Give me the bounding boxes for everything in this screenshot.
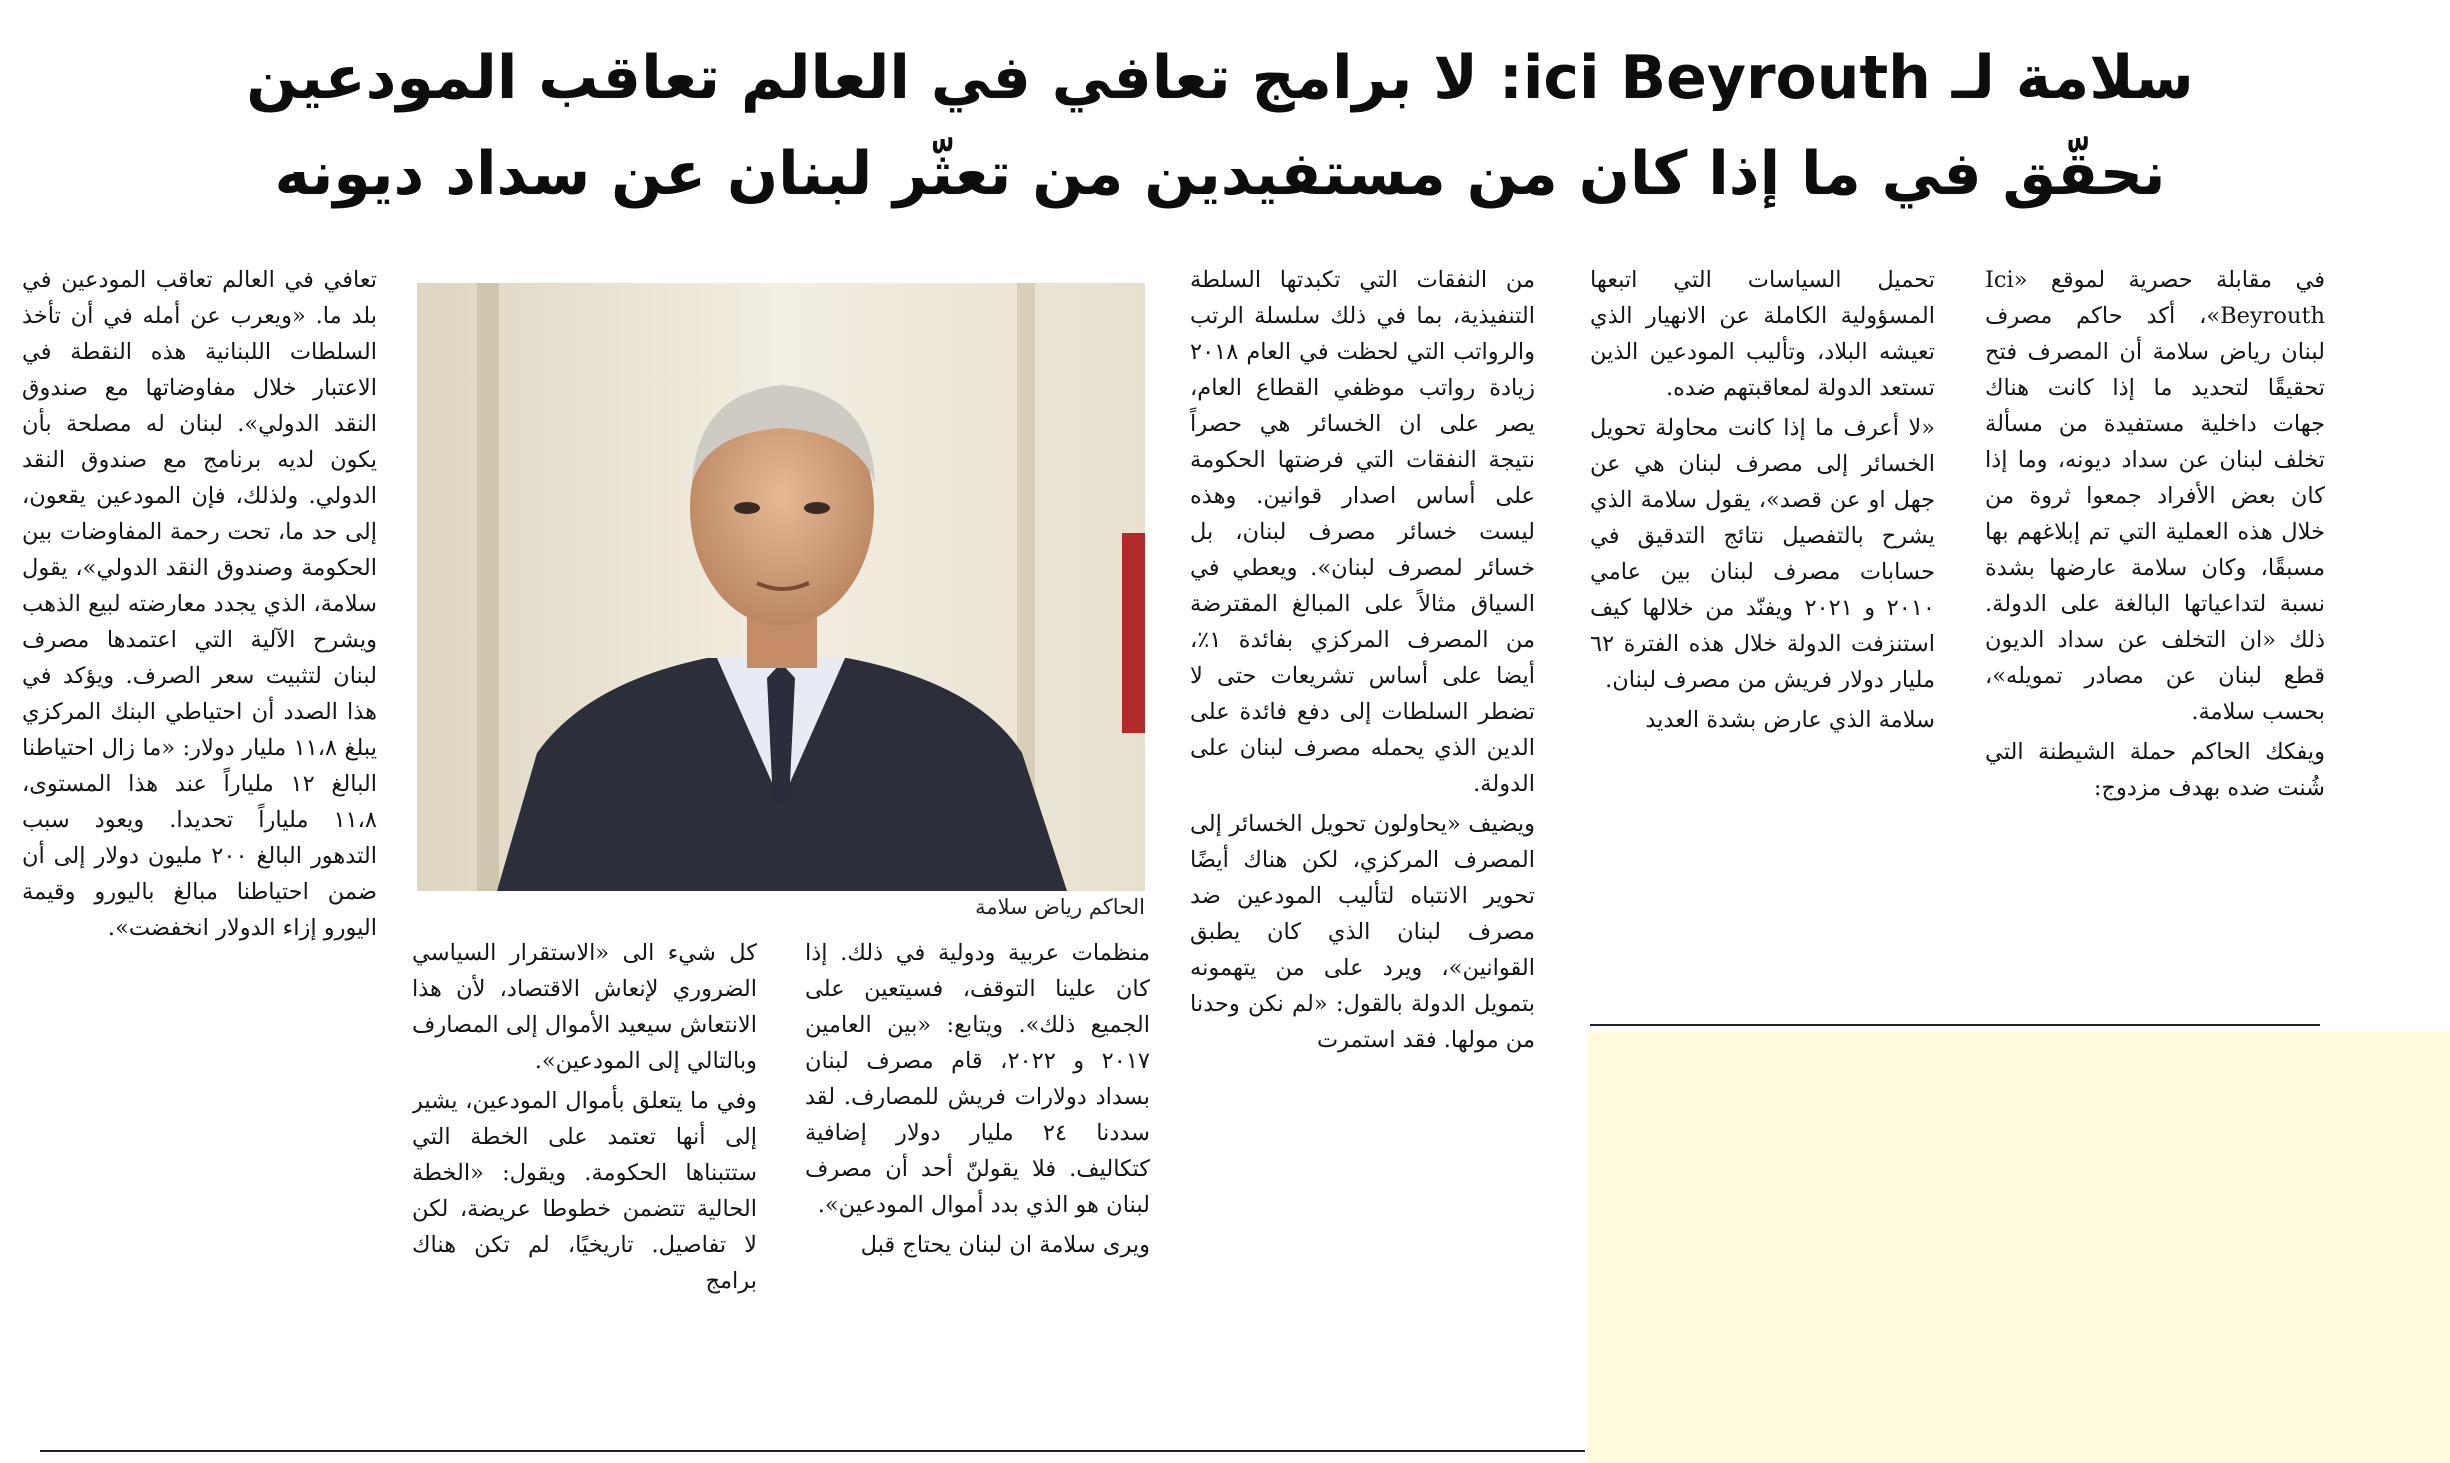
article-column-2 xyxy=(1590,262,1935,1022)
paragraph: تعافي في العالم تعاقب المودعين في بلد ما. «ويعرب عن أمله في أن تأخذ السلطات اللبنانية هذه النقطة في الاعتبار خلال مفاوضاتها مع صندوق النقد الدولي». لبنان له مصلحة بأن يكون لديه برنامج مع صندوق النقد الدولي. ولذلك، فإن المودعين يقعون، إلى حد ما، تحت رحمة المفاوضات بين الحكومة وصندوق النقد الدولي»، يقول سلامة، الذي يجدد معارضته لبيع الذهب ويشرح الآلية التي اعتمدها مصرف لبنان لتثبيت سعر الصرف. ويؤكد في هذا الصدد أن احتياطي البنك المركزي يبلغ ١١،٨ مليار دولار: «ما زال احتياطنا البالغ ١٢ ملياراً عند هذا المستوى، ١١،٨ ملياراً تحديدا. ويعود سبب التدهور البالغ ٢٠٠ مليون دولار إلى أن ضمن احتياطنا مبالغ باليورو وقيمة اليورو إزاء الدولار انخفضت». xyxy=(22,267,377,941)
article-column-3 xyxy=(1190,262,1535,1412)
paragraph: منظمات عربية ودولية في ذلك. إذا كان علينا التوقف، فسيتعين على الجميع ذلك». ويتابع: «بين العامين ٢٠١٧ و ٢٠٢٢، قام مصرف لبنان بسداد دولارات فريش للمصارف. لقد سددنا ٢٤ مليار دولار إضافية كتكاليف. فلا يقولنّ أحد أن مصرف لبنان هو الذي بدد أموال المودعين». xyxy=(805,940,1150,1218)
paragraph: ويرى سلامة ان لبنان يحتاج قبل xyxy=(860,1232,1150,1258)
portrait-photo xyxy=(417,283,1145,891)
article-column-1 xyxy=(1985,262,2325,1022)
article-column-6 xyxy=(22,262,377,1432)
bottom-rule xyxy=(40,1450,1585,1452)
article-column-5 xyxy=(412,935,757,1415)
paragraph: ويفكك الحاكم حملة الشيطنة التي شُنت ضده بهدف مزدوج: xyxy=(1985,739,2325,801)
paragraph: كل شيء الى «الاستقرار السياسي الضروري لإنعاش الاقتصاد، لأن هذا الانتعاش سيعيد الأموال إلى المصارف وبالتالي إلى المودعين». xyxy=(412,940,757,1074)
paragraph: في مقابلة حصرية لموقع «Ici Beyrouth»، أكد حاكم مصرف لبنان رياض سلامة أن المصرف فتح تحقيقًا لتحديد ما إذا كانت هناك جهات داخلية مستفيدة من مسألة تخلف لبنان عن سداد ديونه، وما إذا كان بعض الأفراد جمعوا ثروة من خلال هذه العملية التي تم إبلاغهم بها مسبقًا، وكان سلامة عارضها بشدة نسبة لتداعياتها البالغة على الدولة. ذلك «ان التخلف عن سداد الديون قطع لبنان عن مصادر تمويله»، بحسب سلامة. xyxy=(1985,267,2325,725)
article-column-4 xyxy=(805,935,1150,1415)
paragraph: من النفقات التي تكبدتها السلطة التنفيذية، بما في ذلك سلسلة الرتب والرواتب التي لحظت في العام ٢٠١٨ زيادة رواتب موظفي القطاع العام، يصر على ان الخسائر هي حصراً نتيجة النفقات التي فرضتها الحكومة على أساس اصدار قوانين. وهذه ليست خسائر مصرف لبنان، بل خسائر لمصرف لبنان». ويعطي في السياق مثالاً على المبالغ المقترضة من المصرف المركزي بفائدة ١٪، أيضا على أساس تشريعات حتى لا تضطر السلطات إلى دفع فائدة على الدين الذي يحمله مصرف لبنان على الدولة. xyxy=(1190,267,1535,797)
portrait-illustration xyxy=(417,283,1145,891)
paragraph: «لا أعرف ما إذا كانت محاولة تحويل الخسائر إلى مصرف لبنان هي عن جهل او عن قصد»، يقول سلامة الذي يشرح بالتفصيل نتائج التدقيق في حسابات مصرف لبنان بين عامي ٢٠١٠ و ٢٠٢١ ويفنّد من خلالها كيف استنزفت الدولة خلال هذه الفترة ٦٢ مليار دولار فريش من مصرف لبنان. xyxy=(1590,415,1935,693)
advertisement-placeholder xyxy=(1588,1032,2450,1463)
paragraph: ويضيف «يحاولون تحويل الخسائر إلى المصرف المركزي، لكن هناك أيضًا تحوير الانتباه لتأليب المودعين ضد مصرف لبنان الذي كان يطبق القوانين»، ويرد على من يتهمونه بتمويل الدولة بالقول: «لم نكن وحدنا من مولها. فقد استمرت xyxy=(1190,811,1535,1053)
headline-line-2: نحقّق في ما إذا كان من مستفيدين من تعثّر لبنان عن سداد ديونه xyxy=(274,139,2166,209)
column-divider-rule xyxy=(1590,1024,2320,1026)
paragraph: وفي ما يتعلق بأموال المودعين، يشير إلى أنها تعتمد على الخطة التي ستتبناها الحكومة. ويقول: «الخطة الحالية تتضمن خطوطا عريضة، لكن لا تفاصيل. تاريخيًا، لم تكن هناك برامج xyxy=(412,1088,757,1294)
paragraph: تحميل السياسات التي اتبعها المسؤولية الكاملة عن الانهيار الذي تعيشه البلاد، وتأليب المودعين الذين تستعد الدولة لمعاقبتهم ضده. xyxy=(1590,267,1935,401)
photo-caption: الحاكم رياض سلامة xyxy=(975,895,1145,919)
headline-line-1: سلامة لـ ici Beyrouth: لا برامج تعافي في العالم تعاقب المودعين xyxy=(246,43,2194,113)
headline xyxy=(40,30,2400,222)
paragraph: سلامة الذي عارض بشدة العديد xyxy=(1645,707,1935,733)
